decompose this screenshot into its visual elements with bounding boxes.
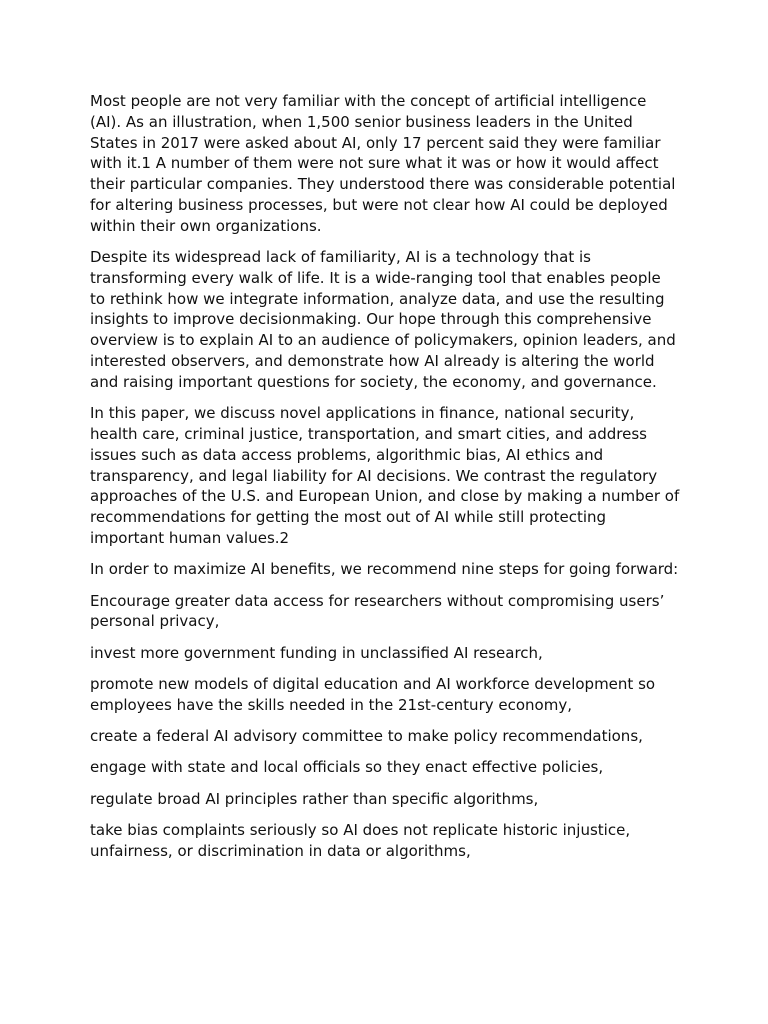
paragraph-intro: Most people are not very familiar with the concept of artificial intelligence (AI). As an illustration, when 1,500 senior business leaders in the United States in 2017 were asked about AI, only 17 percent said they were familiar with it.1 A number of them were not sure what it was or how it would affect their particular companies. They understood there was considerable potential for altering business processes, but were not clear how AI could be deployed within their own organizations. — [90, 92, 676, 235]
paragraph-familiarity: Despite its widespread lack of familiarity, AI is a technology that is transforming every walk of life. It is a wide-ranging tool that enables people to rethink how we integrate information, analyze data, and use the resulting insights to improve decisionmaking. Our hope through this comprehensive overview is to explain AI to an audience of policymakers, opinion leaders, and interested observers, and demonstrate how AI already is altering the world and raising important questions for society, the economy, and governance. — [90, 248, 676, 391]
recommendation-item: Encourage greater data access for researchers without compromising users’ personal privacy, — [90, 591, 665, 631]
recommendation-item: promote new models of digital education and AI workforce development so employees have the skills needed in the 21st-century economy, — [90, 674, 656, 714]
recommendation-item: take bias complaints seriously so AI does not replicate historic injustice, unfairness, or discrimination in data or algorithms, — [90, 820, 631, 860]
recommendation-item: regulate broad AI principles rather than specific algorithms, — [90, 789, 539, 808]
document-page — [90, 91, 680, 872]
recommendation-item: engage with state and local officials so they enact effective policies, — [90, 758, 604, 777]
recommendation-item: invest more government funding in unclassified AI research, — [90, 643, 543, 662]
paragraph-paper-scope: In this paper, we discuss novel applications in finance, national security, health care, criminal justice, transportation, and smart cities, and address issues such as data access problems, algorithmic bias, AI ethics and transparency, and legal liability for AI decisions. We contrast the regulatory approaches of the U.S. and European Union, and close by making a number of recommendations for getting the most out of AI while still protecting important human values.2 — [90, 404, 680, 547]
paragraph-recommendations-intro: In order to maximize AI benefits, we recommend nine steps for going forward: — [90, 560, 679, 579]
recommendation-item: create a federal AI advisory committee to make policy recommendations, — [90, 727, 643, 746]
